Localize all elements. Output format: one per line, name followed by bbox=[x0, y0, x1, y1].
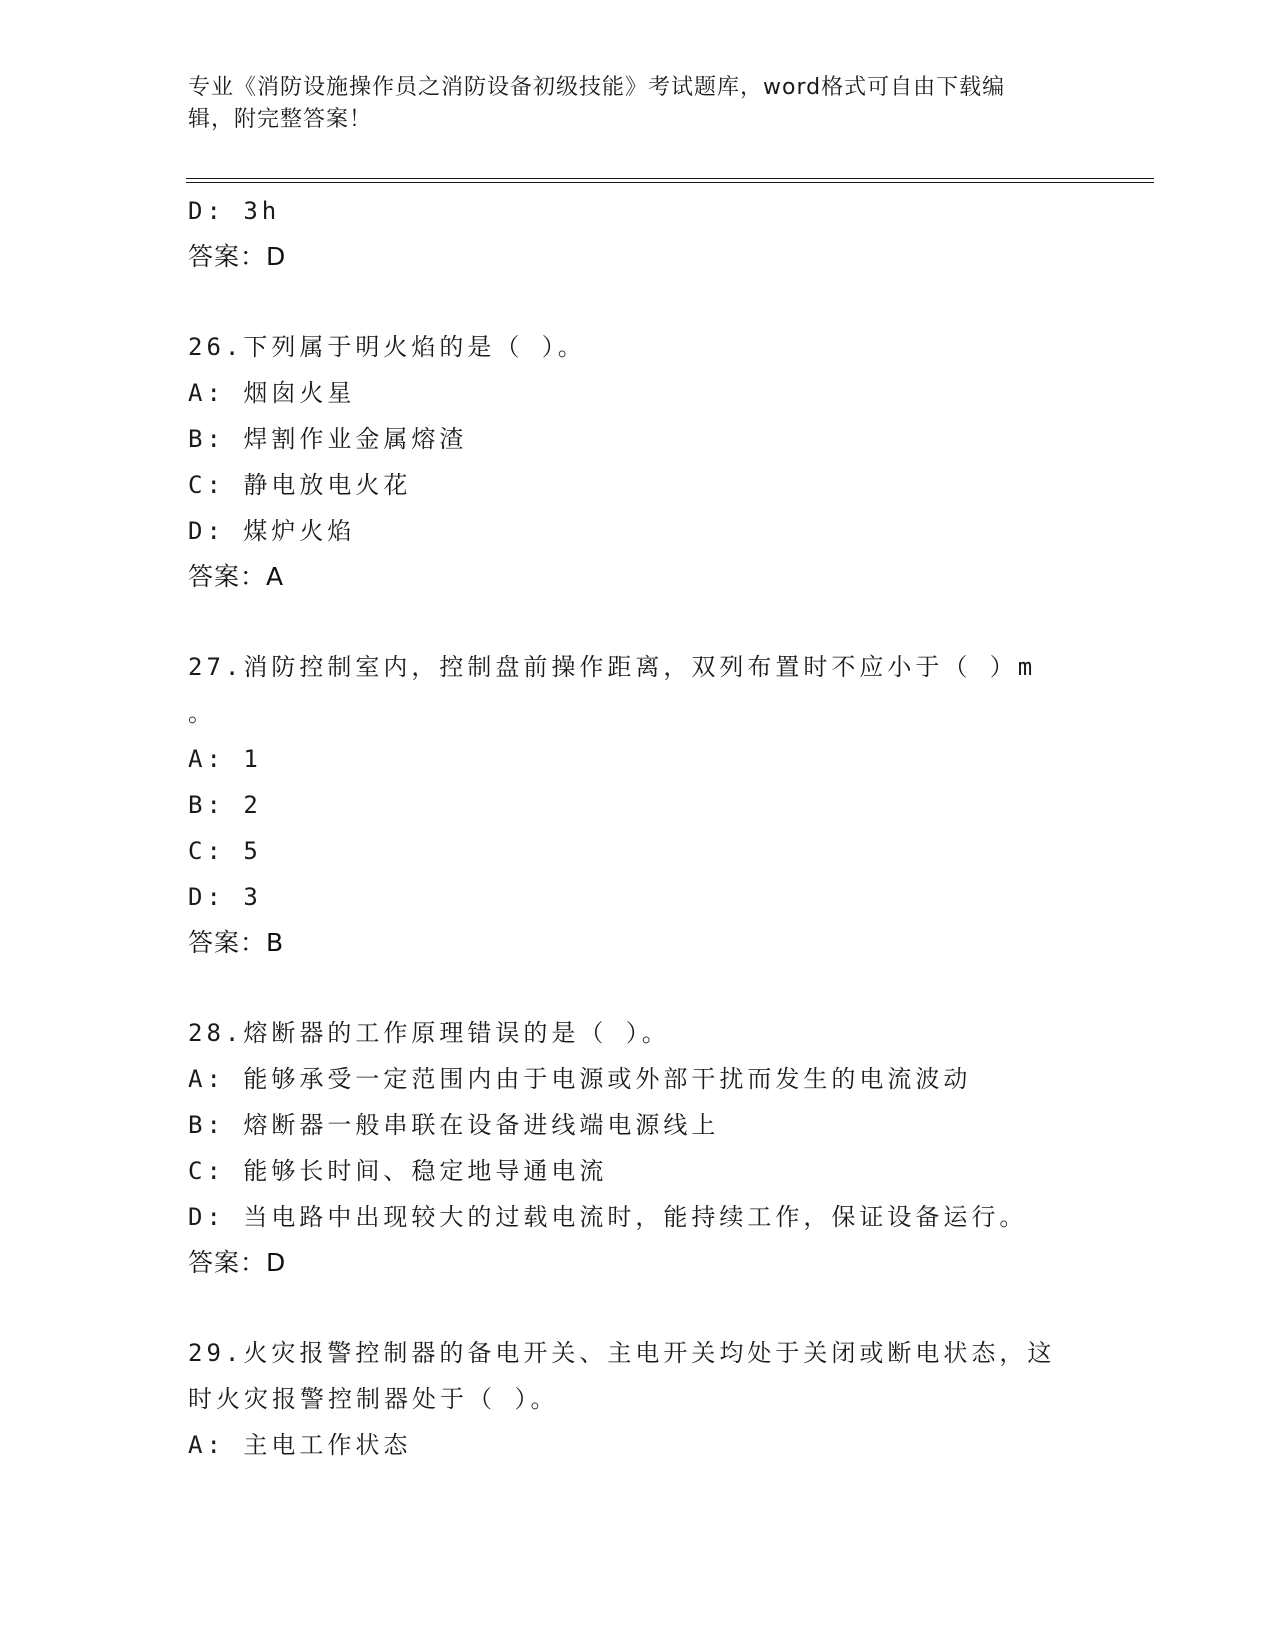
question-27 bbox=[188, 644, 1088, 966]
header-divider-top bbox=[186, 178, 1154, 179]
option-d: D: 当电路中出现较大的过载电流时，能持续工作，保证设备运行。 bbox=[188, 1203, 1028, 1231]
document-body bbox=[188, 188, 1088, 1468]
question-28 bbox=[188, 1010, 1088, 1286]
question-stem: 29.火灾报警控制器的备电开关、主电开关均处于关闭或断电状态，这 bbox=[188, 1339, 1056, 1367]
header-line-1: 专业《消防设施操作员之消防设备初级技能》考试题库，word格式可自由下载编 bbox=[188, 75, 1006, 100]
option-b: B: 熔断器一般串联在设备进线端电源线上 bbox=[188, 1111, 720, 1139]
option-d: D: 3 bbox=[188, 883, 262, 911]
answer: 答案：D bbox=[188, 1248, 287, 1277]
header-line-2: 辑，附完整答案！ bbox=[188, 107, 373, 132]
option-a: A: 1 bbox=[188, 745, 262, 773]
option-c: C: 5 bbox=[188, 837, 262, 865]
option-b: B: 2 bbox=[188, 791, 262, 819]
prev-question-answer: 答案：D bbox=[188, 242, 287, 271]
answer: 答案：B bbox=[188, 928, 285, 957]
prev-question-option-d: D: 3h bbox=[188, 197, 281, 225]
question-stem-continuation: 时火灾报警控制器处于（ ）。 bbox=[188, 1385, 559, 1413]
answer: 答案：A bbox=[188, 562, 285, 591]
question-29 bbox=[188, 1330, 1088, 1468]
question-stem: 27.消防控制室内，控制盘前操作距离，双列布置时不应小于（ ）m bbox=[188, 653, 1037, 681]
question-stem-continuation: 。 bbox=[188, 699, 216, 727]
question-26 bbox=[188, 324, 1088, 600]
document-header bbox=[188, 72, 1088, 136]
header-divider-bottom bbox=[186, 182, 1154, 183]
question-stem: 26.下列属于明火焰的是（ ）。 bbox=[188, 333, 586, 361]
option-a: A: 能够承受一定范围内由于电源或外部干扰而发生的电流波动 bbox=[188, 1065, 972, 1093]
question-stem: 28.熔断器的工作原理错误的是（ ）。 bbox=[188, 1019, 670, 1047]
option-c: C: 静电放电火花 bbox=[188, 471, 412, 499]
option-d: D: 煤炉火焰 bbox=[188, 517, 356, 545]
option-b: B: 焊割作业金属熔渣 bbox=[188, 425, 468, 453]
option-a: A: 主电工作状态 bbox=[188, 1431, 412, 1459]
option-a: A: 烟囱火星 bbox=[188, 379, 356, 407]
option-c: C: 能够长时间、稳定地导通电流 bbox=[188, 1157, 608, 1185]
